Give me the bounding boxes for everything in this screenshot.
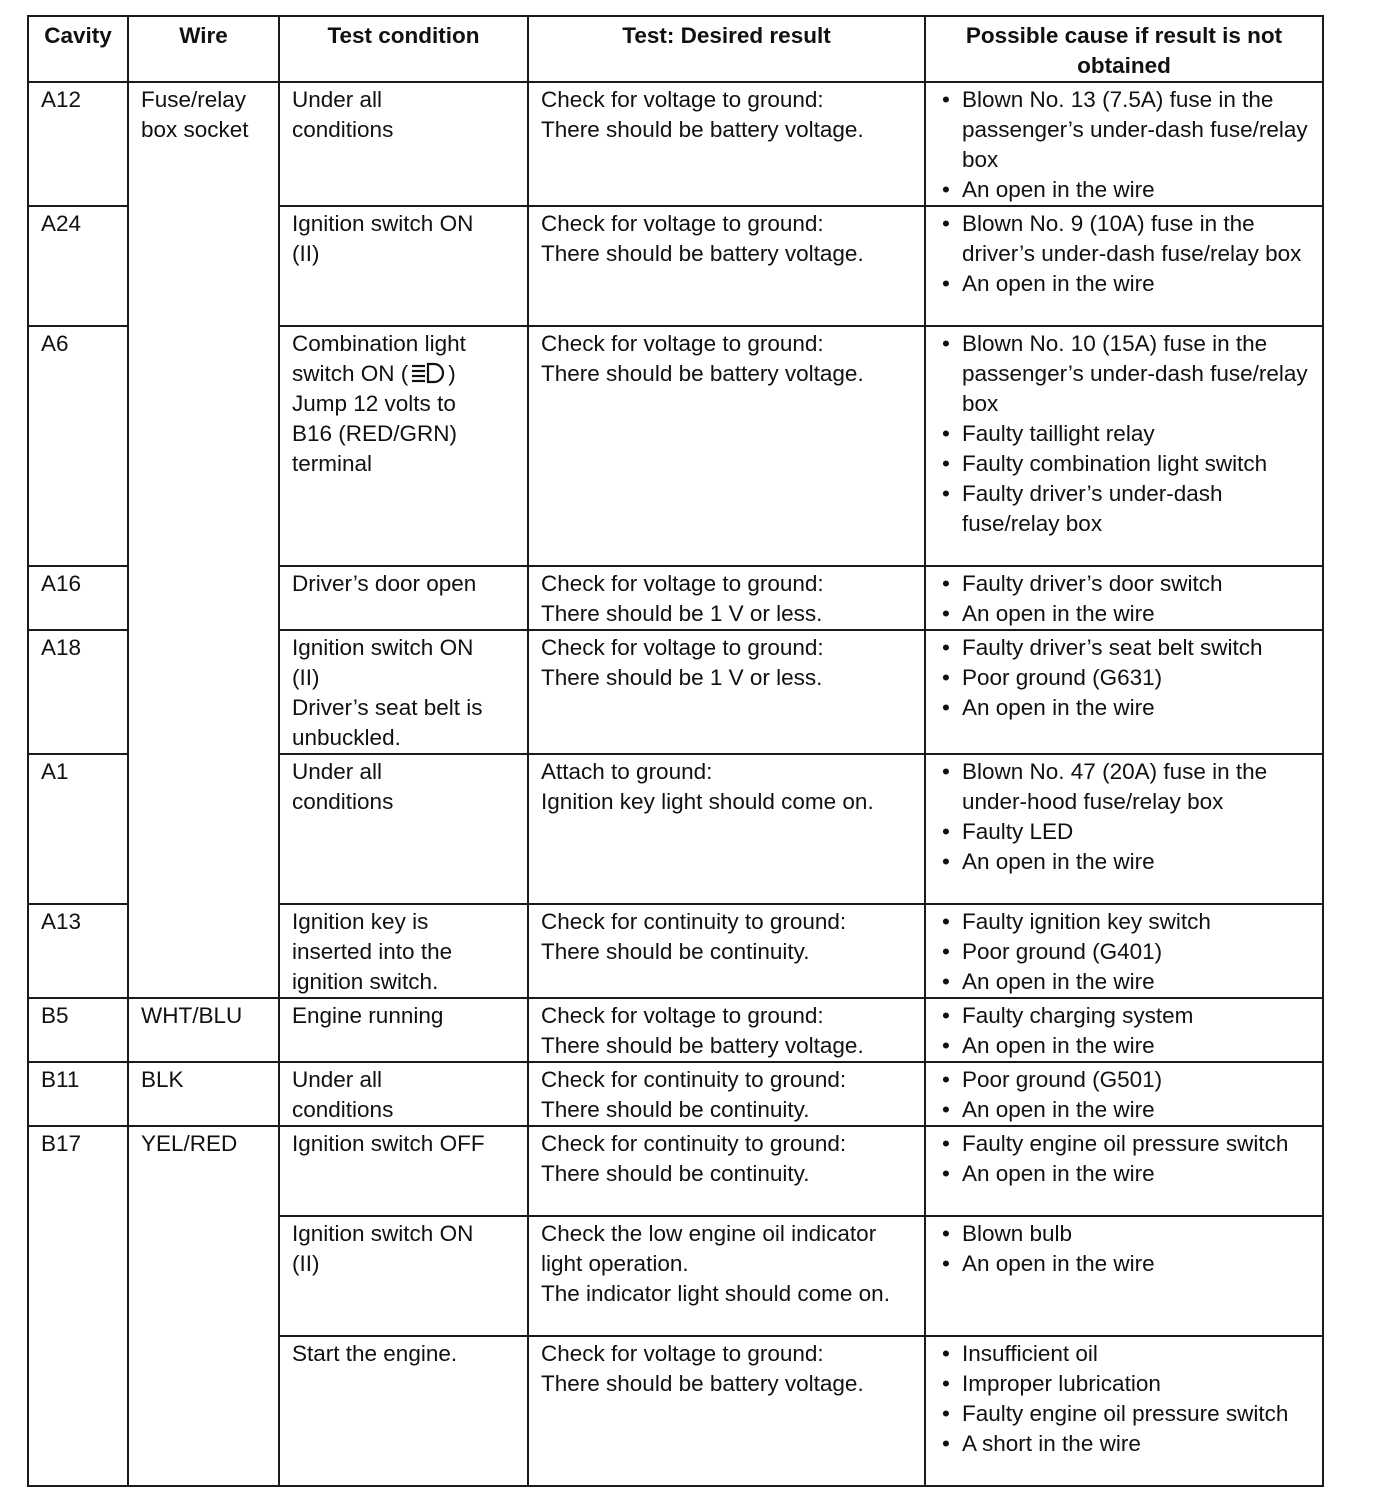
text-line: Ignition switch OFF	[292, 1131, 485, 1156]
result-cell	[528, 1126, 925, 1216]
cause-cell	[925, 754, 1323, 904]
text-line: There should be 1 V or less.	[541, 665, 823, 690]
condition-post: )	[448, 361, 456, 386]
cavity-cell: A12	[28, 82, 128, 206]
cause-cell	[925, 206, 1323, 326]
cause-item: • Faulty engine oil pressure switch	[938, 1129, 1314, 1159]
condition-cell	[279, 206, 528, 326]
cause-item: • Poor ground (G501)	[938, 1065, 1314, 1095]
text-line: There should be battery voltage.	[541, 241, 864, 266]
cause-item: • An open in the wire	[938, 1031, 1314, 1061]
cause-item: • An open in the wire	[938, 1249, 1314, 1279]
cause-item: • A short in the wire	[938, 1429, 1314, 1459]
text-line: Ignition switch ON	[292, 635, 474, 660]
cause-item: • Poor ground (G401)	[938, 937, 1314, 967]
result-cell	[528, 998, 925, 1062]
text-line: There should be battery voltage.	[541, 1371, 864, 1396]
cause-list	[938, 633, 1314, 723]
text-line: There should be continuity.	[541, 1161, 810, 1186]
text-line: Check for continuity to ground:	[541, 909, 847, 934]
condition-cell	[279, 1336, 528, 1486]
condition-cell	[279, 904, 528, 998]
text-line: Start the engine.	[292, 1341, 458, 1366]
cavity-cell: A18	[28, 630, 128, 754]
text-line: There should be battery voltage.	[541, 117, 864, 142]
header-cavity: Cavity	[28, 16, 128, 82]
wire-cell: YEL/RED	[128, 1126, 279, 1486]
text-line: conditions	[292, 1097, 394, 1122]
text-line: ignition switch.	[292, 969, 439, 994]
result-cell	[528, 1216, 925, 1336]
condition-cell	[279, 1062, 528, 1126]
header-desired-result: Test: Desired result	[528, 16, 925, 82]
cause-item: • Blown bulb	[938, 1219, 1314, 1249]
result-cell	[528, 904, 925, 998]
text-line: There should be continuity.	[541, 1097, 810, 1122]
cause-item: • An open in the wire	[938, 599, 1314, 629]
text-line: Engine running	[292, 1003, 444, 1028]
text-line: conditions	[292, 789, 394, 814]
text-line: Ignition switch ON	[292, 1221, 474, 1246]
text-line: Under all	[292, 759, 383, 784]
text-line: Check for voltage to ground:	[541, 635, 824, 660]
text-line: Driver’s door open	[292, 571, 477, 596]
result-cell	[528, 566, 925, 630]
cause-item: • Improper lubrication	[938, 1369, 1314, 1399]
text-line: Under all	[292, 87, 383, 112]
text-line: (II)	[292, 241, 320, 266]
text-line: Jump 12 volts to	[292, 391, 456, 416]
header-possible-cause: Possible cause if result is not obtained	[925, 16, 1323, 82]
text-line: There should be battery voltage.	[541, 1033, 864, 1058]
text-line: Ignition key light should come on.	[541, 789, 874, 814]
cause-list	[938, 569, 1314, 629]
cause-list	[938, 1129, 1314, 1189]
result-cell	[528, 326, 925, 566]
cause-cell	[925, 1336, 1323, 1486]
cause-item: • Blown No. 47 (20A) fuse in the under-hood fuse/relay box	[938, 757, 1314, 817]
condition-cell	[279, 1216, 528, 1336]
text-line: Check for voltage to ground:	[541, 211, 824, 236]
header-wire: Wire	[128, 16, 279, 82]
cause-item: • An open in the wire	[938, 175, 1314, 205]
cavity-cell: A24	[28, 206, 128, 326]
cause-cell	[925, 998, 1323, 1062]
cause-item: • Faulty driver’s under-dash fuse/relay box	[938, 479, 1314, 539]
cause-item: • Insufficient oil	[938, 1339, 1314, 1369]
cause-list	[938, 85, 1314, 205]
cause-item: • An open in the wire	[938, 967, 1314, 997]
condition-cell	[279, 630, 528, 754]
result-cell	[528, 206, 925, 326]
cause-cell	[925, 82, 1323, 206]
cause-item: • Faulty charging system	[938, 1001, 1314, 1031]
text-line: Check the low engine oil indicator light operation.	[541, 1221, 877, 1276]
text-line: Check for voltage to ground:	[541, 331, 824, 356]
cause-cell	[925, 1062, 1323, 1126]
cause-list	[938, 1339, 1314, 1459]
condition-line-with-icon	[292, 329, 519, 389]
text-line: Ignition key is	[292, 909, 429, 934]
cause-item: • An open in the wire	[938, 1159, 1314, 1189]
cause-cell	[925, 1216, 1323, 1336]
text-line: The indicator light should come on.	[541, 1281, 890, 1306]
result-cell	[528, 1336, 925, 1486]
text-line: terminal	[292, 451, 373, 476]
condition-cell	[279, 82, 528, 206]
cause-cell	[925, 566, 1323, 630]
cause-item: • An open in the wire	[938, 693, 1314, 723]
text-line: inserted into the	[292, 939, 453, 964]
condition-cell	[279, 326, 528, 566]
cause-item: • Faulty taillight relay	[938, 419, 1314, 449]
cause-cell	[925, 1126, 1323, 1216]
cause-item: • Faulty combination light switch	[938, 449, 1314, 479]
wire-cell: WHT/BLU	[128, 998, 279, 1062]
cavity-cell: B17	[28, 1126, 128, 1486]
condition-cell	[279, 754, 528, 904]
cause-item: • An open in the wire	[938, 269, 1314, 299]
cause-item: • Poor ground (G631)	[938, 663, 1314, 693]
table-body	[28, 82, 1323, 1486]
cavity-cell: A1	[28, 754, 128, 904]
text-line: Check for voltage to ground:	[541, 571, 824, 596]
cavity-cell: A6	[28, 326, 128, 566]
cause-list	[938, 1219, 1314, 1279]
cause-cell	[925, 904, 1323, 998]
cause-list	[938, 907, 1314, 997]
cause-item: • Faulty driver’s door switch	[938, 569, 1314, 599]
text-line: There should be battery voltage.	[541, 361, 864, 386]
text-line: unbuckled.	[292, 725, 401, 750]
cause-item: • An open in the wire	[938, 847, 1314, 877]
cause-item: • An open in the wire	[938, 1095, 1314, 1125]
text-line: Check for voltage to ground:	[541, 87, 824, 112]
text-line: (II)	[292, 665, 320, 690]
result-cell	[528, 1062, 925, 1126]
condition-cell	[279, 566, 528, 630]
cause-item: • Faulty engine oil pressure switch	[938, 1399, 1314, 1429]
wire-cell-merged: Fuse/relay box socket	[128, 82, 279, 998]
table-row	[28, 1126, 1323, 1216]
text-line: (II)	[292, 1251, 320, 1276]
text-line: Check for continuity to ground:	[541, 1131, 847, 1156]
header-row	[28, 16, 1323, 82]
text-line: Ignition switch ON	[292, 211, 474, 236]
text-line: Attach to ground:	[541, 759, 713, 784]
cause-item: • Faulty driver’s seat belt switch	[938, 633, 1314, 663]
text-line: Driver’s seat belt is	[292, 695, 483, 720]
text-line: Check for continuity to ground:	[541, 1067, 847, 1092]
table-row	[28, 1062, 1323, 1126]
cause-list	[938, 329, 1314, 539]
condition-pre: Combination light switch ON (	[292, 331, 466, 386]
cause-item: • Faulty ignition key switch	[938, 907, 1314, 937]
cause-list	[938, 757, 1314, 877]
cause-list	[938, 1065, 1314, 1125]
table-row	[28, 82, 1323, 206]
cavity-cell: A13	[28, 904, 128, 998]
cause-item: • Blown No. 10 (15A) fuse in the passenger’s under-dash fuse/relay box	[938, 329, 1314, 419]
text-line: There should be continuity.	[541, 939, 810, 964]
result-cell	[528, 82, 925, 206]
cause-list	[938, 209, 1314, 299]
text-line: Under all	[292, 1067, 383, 1092]
text-line: There should be 1 V or less.	[541, 601, 823, 626]
condition-cell	[279, 1126, 528, 1216]
cavity-cell: A16	[28, 566, 128, 630]
cause-cell	[925, 630, 1323, 754]
diagnostic-table	[27, 15, 1324, 1487]
cavity-cell: B11	[28, 1062, 128, 1126]
table-row	[28, 998, 1323, 1062]
text-line: Check for voltage to ground:	[541, 1341, 824, 1366]
cause-cell	[925, 326, 1323, 566]
result-cell	[528, 754, 925, 904]
text-line: Check for voltage to ground:	[541, 1003, 824, 1028]
cause-list	[938, 1001, 1314, 1061]
headlight-icon	[408, 362, 448, 384]
header-test-condition: Test condition	[279, 16, 528, 82]
text-line: B16 (RED/GRN)	[292, 421, 458, 446]
text-line: conditions	[292, 117, 394, 142]
cause-item: • Blown No. 13 (7.5A) fuse in the passenger’s under-dash fuse/relay box	[938, 85, 1314, 175]
cause-item: • Blown No. 9 (10A) fuse in the driver’s under-dash fuse/relay box	[938, 209, 1314, 269]
cause-item: • Faulty LED	[938, 817, 1314, 847]
wire-cell: BLK	[128, 1062, 279, 1126]
result-cell	[528, 630, 925, 754]
cavity-cell: B5	[28, 998, 128, 1062]
condition-cell	[279, 998, 528, 1062]
